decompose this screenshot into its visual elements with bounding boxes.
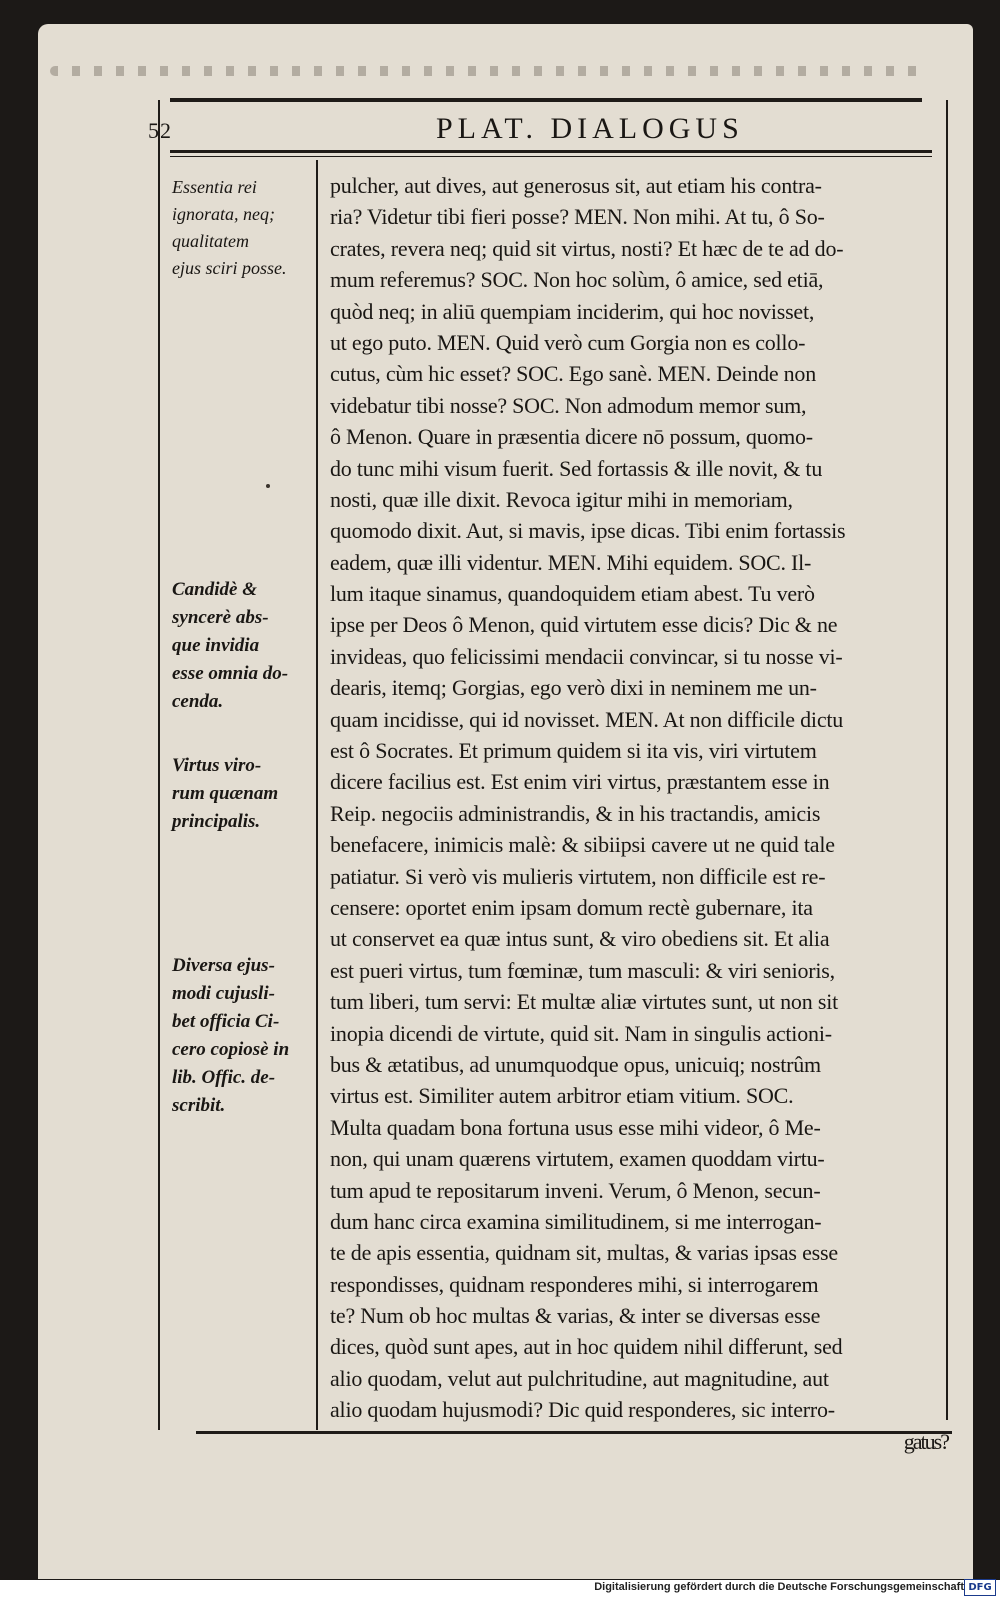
text-line: nosti, quæ ille dixit. Revoca igitur mihi in memoriam, <box>330 486 793 512</box>
margin-note-line: syncerè abs- <box>172 607 269 628</box>
text-line: ô Menon. Quare in præsentia dicere nō possum, quomo- <box>330 424 813 450</box>
text-line: videbatur tibi nosse? SOC. Non admodum memor sum, <box>330 392 807 418</box>
text-line: Reip. negociis administrandis, & in his tractandis, amicis <box>330 800 821 826</box>
text-line: do tunc mihi visum fuerit. Sed fortassis & ille novit, & tu <box>330 455 823 481</box>
text-line: dicere facilius est. Est enim viri virtus, præstantem esse in <box>330 769 830 795</box>
page-edge-perforation <box>50 66 930 76</box>
text-line: quòd neq; in aliū quempiam inciderim, qui hoc novisset, <box>330 298 815 324</box>
text-line: cutus, cùm hic esset? SOC. Ego sanè. MEN. Deinde non <box>330 361 816 387</box>
margin-note-line: ignorata, neq; <box>172 204 275 224</box>
text-line: est pueri virtus, tum fœminæ, tum masculi: & viri senioris, <box>330 957 835 983</box>
margin-note-line: ejus sciri posse. <box>172 258 287 278</box>
margin-note <box>172 752 312 836</box>
text-line: eadem, quæ illi videntur. MEN. Mihi equidem. SOC. Il- <box>330 549 812 575</box>
text-line: inopia dicendi de virtute, quid sit. Nam in singulis actioni- <box>330 1020 832 1046</box>
text-line: Multa quadam bona fortuna usus esse mihi videor, ô Me- <box>330 1114 821 1140</box>
text-line: quomodo dixit. Aut, si mavis, ipse dicas. Tibi enim fortassis <box>330 518 846 544</box>
margin-note-line: principalis. <box>172 811 261 832</box>
ink-dot <box>266 484 270 488</box>
header-rule <box>170 150 932 153</box>
margin-note-line: scribit. <box>172 1095 226 1116</box>
margin-note-line: rum quænam <box>172 783 279 804</box>
text-line: benefacere, inimicis malè: & sibiipsi cavere ut ne quid tale <box>330 832 835 858</box>
text-line: te? Num ob hoc multas & varias, & inter se diversas esse <box>330 1303 821 1329</box>
dfg-logo: DFG <box>964 1579 996 1596</box>
body-text <box>330 170 960 1457</box>
running-title: PLAT. DIALOGUS <box>436 112 744 145</box>
text-line: crates, revera neq; quid sit virtus, nosti? Et hæc de te ad do- <box>330 235 844 261</box>
text-line: gatus? <box>903 1428 948 1454</box>
left-margin-rule <box>158 100 160 1430</box>
margin-note-line: Diversa ejus- <box>172 955 275 976</box>
text-line: ut conservet ea quæ intus sunt, & viro obediens sit. Et alia <box>330 926 830 952</box>
text-line: tum apud te repositarum inveni. Verum, ô Menon, secun- <box>330 1177 821 1203</box>
text-line: ut ego puto. MEN. Quid verò cum Gorgia non es collo- <box>330 329 806 355</box>
margin-note-line: que invidia <box>172 635 260 656</box>
margin-note-line: qualitatem <box>172 231 249 251</box>
text-line: dearis, itemq; Gorgias, ego verò dixi in neminem me un- <box>330 675 817 701</box>
text-line: pulcher, aut dives, aut generosus sit, aut etiam his contra- <box>330 173 822 198</box>
text-line: bus & ætatibus, ad unumquodque opus, unicuiq; nostrûm <box>330 1051 821 1077</box>
margin-note-line: cero copiosè in <box>172 1039 290 1060</box>
text-line: est ô Socrates. Et primum quidem si ita vis, viri virtutem <box>330 738 817 764</box>
text-line: alio quodam, velut aut pulchritudine, aut magnitudine, aut <box>330 1365 829 1391</box>
column-divider <box>316 160 318 1430</box>
funding-credit: Digitalisierung gefördert durch die Deutsche Forschungsgemeinschaft <box>594 1581 964 1593</box>
text-line: dum hanc circa examina similitudinem, si me interrogan- <box>330 1208 822 1234</box>
margin-note-line: cenda. <box>172 691 224 712</box>
header-rule-thin <box>170 156 932 157</box>
text-line: censere: oportet enim ipsam domum rectè gubernare, ita <box>330 894 813 920</box>
text-line: ria? Videtur tibi fieri posse? MEN. Non mihi. At tu, ô So- <box>330 204 825 230</box>
text-line: alio quodam hujusmodi? Dic quid responderes, sic interro- <box>330 1397 835 1423</box>
text-line: ipse per Deos ô Menon, quid virtutem esse dicis? Dic & ne <box>330 612 838 638</box>
text-line: tum liberi, tum servi: Et multæ aliæ virtutes sunt, ut non sit <box>330 989 839 1015</box>
text-line: respondisses, quidnam responderes mihi, si interrogarem <box>330 1271 819 1297</box>
margin-note-line: Candidè & <box>172 579 257 600</box>
text-line: dices, quòd sunt apes, aut in hoc quidem nihil differunt, sed <box>330 1334 843 1360</box>
margin-note-line: lib. Offic. de- <box>172 1067 276 1088</box>
text-line: non, qui unam quærens virtutem, examen quoddam virtu- <box>330 1146 825 1172</box>
margin-note-line: esse omnia do- <box>172 663 289 684</box>
text-line: invideas, quo felicissimi mendacii convincar, si tu nosse vi- <box>330 643 843 669</box>
margin-note-line: Virtus viro- <box>172 755 262 776</box>
text-line: mum referemus? SOC. Non hoc solùm, ô amice, sed etiā, <box>330 267 824 293</box>
margin-note <box>172 174 312 282</box>
top-rule <box>170 98 922 102</box>
text-line: te de apis essentia, quidnam sit, multas, & varias ipsas esse <box>330 1240 838 1266</box>
margin-note-line: bet officia Ci- <box>172 1011 280 1032</box>
text-line: lum itaque sinamus, quandoquidem etiam abest. Tu verò <box>330 581 815 607</box>
text-line: virtus est. Similiter autem arbitror etiam vitium. SOC. <box>330 1083 794 1109</box>
margin-note <box>172 576 312 716</box>
margin-note <box>172 952 312 1120</box>
page-number: 52 <box>148 118 172 143</box>
margin-note-line: Essentia rei <box>172 177 257 197</box>
text-line: quam incidisse, qui id novisset. MEN. At non difficile dictu <box>330 706 844 732</box>
text-line: patiatur. Si verò vis mulieris virtutem, non difficile est re- <box>330 863 826 889</box>
margin-note-line: modi cujusli- <box>172 983 275 1004</box>
